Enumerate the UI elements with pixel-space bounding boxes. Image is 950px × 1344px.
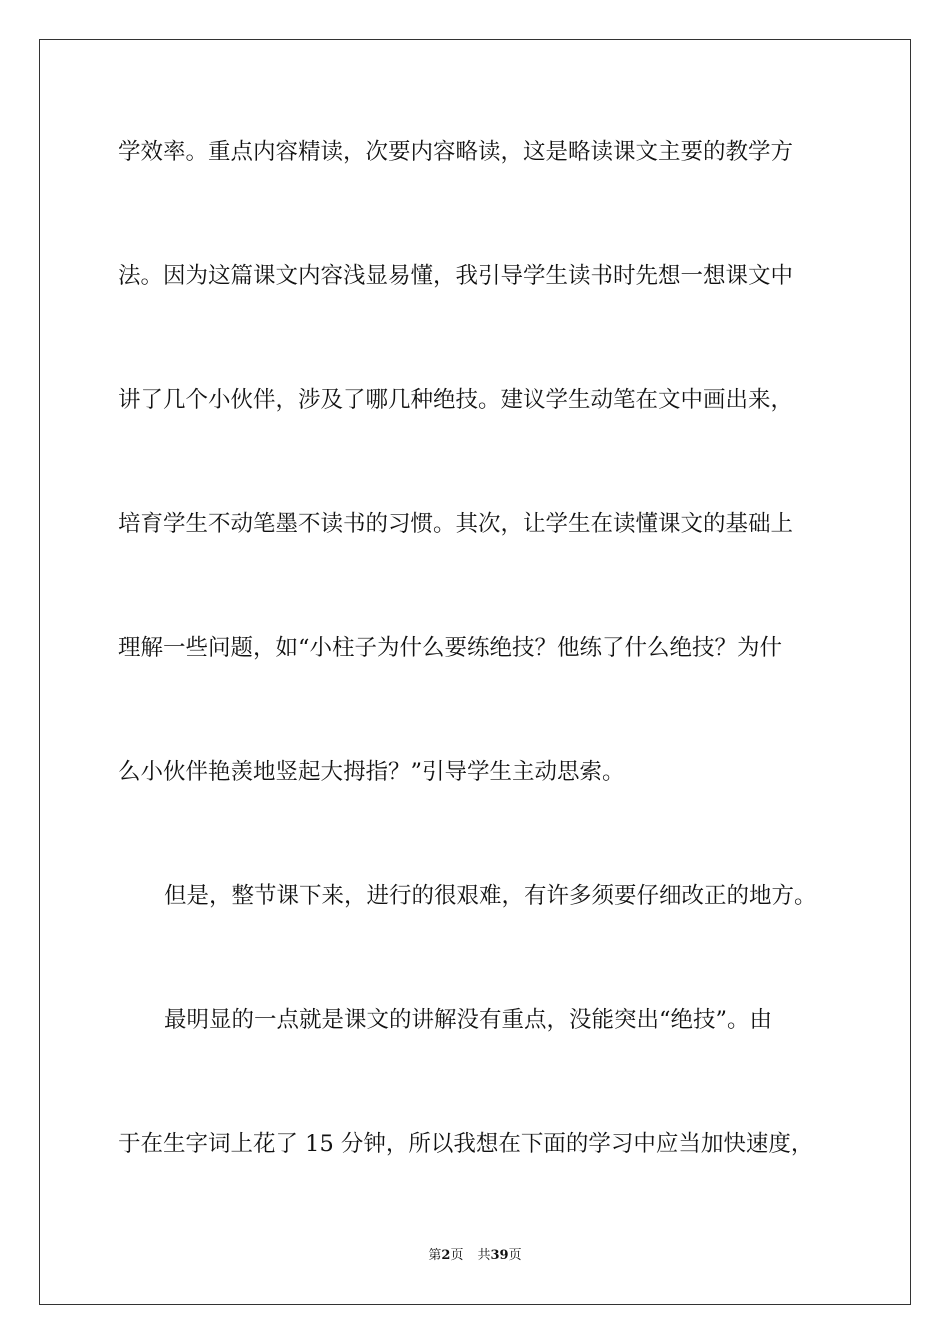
body-text-line: 培育学生不动笔墨不读书的习惯。其次，让学生在读懂课文的基础上: [118, 511, 794, 537]
page-number: 2: [441, 1248, 451, 1263]
body-text-line: 理解一些问题，如“小柱子为什么要练绝技？他练了什么绝技？为什: [118, 635, 783, 661]
body-text-line-indented: 最明显的一点就是课文的讲解没有重点，没能突出“绝技”。由: [164, 1007, 773, 1033]
body-text-line: 于在生字词上花了 15 分钟，所以我想在下面的学习中应当加快速度，: [118, 1131, 814, 1157]
body-text-line-indented: 但是，整节课下来，进行的很艰难，有许多须要仔细改正的地方。: [164, 883, 817, 909]
page-label-prefix: 第: [428, 1248, 442, 1263]
body-text-line: 么小伙伴艳羡地竖起大拇指？”引导学生主动思索。: [118, 759, 625, 785]
body-text-line: 讲了几个小伙伴，涉及了哪几种绝技。建议学生动笔在文中画出来，: [118, 387, 794, 413]
body-text-line: 学效率。重点内容精读，次要内容略读，这是略读课文主要的教学方: [118, 139, 794, 165]
page-border: [39, 39, 911, 1305]
total-pages: 39: [490, 1248, 509, 1263]
page-footer: [0, 1248, 950, 1264]
total-label-suffix: 页: [508, 1248, 522, 1263]
total-label-prefix: 共: [477, 1248, 491, 1263]
body-text-line: 法。因为这篇课文内容浅显易懂，我引导学生读书时先想一想课文中: [118, 263, 794, 289]
page-label-suffix: 页: [450, 1248, 464, 1263]
